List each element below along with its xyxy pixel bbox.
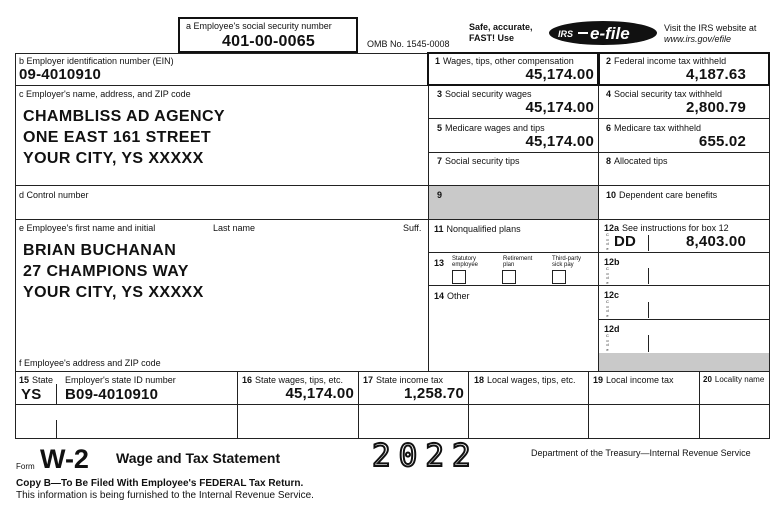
box11-label: 11 Nonqualified plans (434, 224, 521, 234)
form-id: W-2 (40, 444, 89, 474)
copy-b-line: Copy B—To Be Filed With Employee's FEDERAL Tax Return. (16, 478, 304, 489)
form-word: Form (16, 462, 35, 471)
box9-label: 9 (437, 190, 443, 200)
retirement-plan-label: Retirement plan (503, 256, 533, 268)
irs-department: Department of the Treasury—Internal Revenue Service (531, 448, 751, 458)
box15-label: 15 State (19, 375, 54, 385)
state-employer-id: B09-4010910 (65, 386, 159, 403)
state-id-label: Employer's state ID number (65, 375, 176, 385)
box6-label: 6 Medicare tax withheld (606, 123, 702, 133)
control-number-label: d Control number (19, 190, 89, 200)
employer-name: CHAMBLISS AD AGENCY (23, 108, 225, 125)
box4-label: 4 Social security tax withheld (606, 89, 723, 99)
box12a-code: DD (614, 233, 637, 250)
box17-label: 17 State income tax (363, 375, 444, 385)
safe-accurate-text: Safe, accurate, (469, 22, 533, 32)
box19-label: 19 Local income tax (593, 375, 674, 385)
svg-text:e-file: e-file (590, 24, 630, 43)
box12b-code-word: C o d e (606, 266, 609, 285)
box12a-code-word: C o d e (606, 232, 609, 251)
ein-value: 09-4010910 (19, 66, 102, 83)
last-name-label: Last name (213, 223, 256, 233)
box7-label: 7 Social security tips (437, 156, 520, 166)
ssn-value: 401-00-0065 (222, 33, 315, 50)
box13-label: 13 (434, 258, 445, 268)
box8-label: 8 Allocated tips (606, 156, 668, 166)
employer-name-label: c Employer's name, address, and ZIP code (19, 89, 191, 99)
box4-value: 2,800.79 (686, 99, 746, 116)
box2-value: 4,187.63 (686, 66, 746, 83)
retirement-plan-checkbox[interactable] (502, 270, 516, 284)
box12c-code-word: C o d e (606, 299, 609, 318)
irs-efile-url: www.irs.gov/efile (664, 34, 732, 44)
box5-label: 5 Medicare wages and tips (437, 123, 545, 133)
box12a-value: 8,403.00 (686, 233, 746, 250)
box3-value: 45,174.00 (525, 99, 594, 116)
employee-address-label: f Employee's address and ZIP code (19, 358, 161, 368)
box10-label: 10 Dependent care benefits (606, 190, 718, 200)
box6-value: 655.02 (698, 133, 746, 150)
employee-name: BRIAN BUCHANAN (23, 242, 177, 259)
box3-label: 3 Social security wages (437, 89, 532, 99)
employee-name-label: e Employee's first name and initial (19, 223, 156, 233)
info-line: This information is being furnished to the Internal Revenue Service. (16, 490, 314, 501)
box17-value: 1,258.70 (404, 385, 464, 402)
statutory-employee-label: Statutory employee (452, 256, 479, 268)
state-code: YS (21, 386, 42, 403)
employer-city: YOUR CITY, YS XXXXX (23, 150, 204, 167)
box16-label: 16 State wages, tips, etc. (242, 375, 344, 385)
suffix-label: Suff. (403, 223, 422, 233)
box16-value: 45,174.00 (285, 385, 354, 402)
statutory-employee-checkbox[interactable] (452, 270, 466, 284)
box9-shade (429, 186, 598, 219)
box12d-label: 12d (604, 324, 620, 334)
ein-label: b Employer identification number (EIN) (19, 56, 174, 66)
box12d-shade (599, 353, 769, 371)
box14-label: 14 Other (434, 291, 470, 301)
box12d-code-word: C o d e (606, 333, 609, 352)
visit-irs-text: Visit the IRS website at (664, 23, 757, 33)
box18-label: 18 Local wages, tips, etc. (474, 375, 576, 385)
third-party-sick-pay-label: Third-party sick pay (552, 256, 582, 268)
box20-label: 20 Locality name (703, 375, 765, 384)
box12c-label: 12c (604, 290, 620, 300)
form-title: Wage and Tax Statement (116, 450, 281, 466)
employer-address: ONE EAST 161 STREET (23, 129, 212, 146)
omb-number: OMB No. 1545-0008 (367, 39, 450, 49)
box1-value: 45,174.00 (525, 66, 594, 83)
employee-city: YOUR CITY, YS XXXXX (23, 284, 204, 301)
tax-year: 2022 (372, 438, 479, 474)
fast-use-text: FAST! Use (469, 33, 515, 43)
svg-text:IRS: IRS (558, 29, 574, 39)
irs-efile-logo (548, 20, 658, 46)
employee-address: 27 CHAMPIONS WAY (23, 263, 189, 280)
box1-label: 1 Wages, tips, other compensation (435, 56, 574, 66)
ssn-label: a Employee's social security number (186, 21, 332, 31)
box12b-label: 12b (604, 257, 620, 267)
box12a-label: 12a See instructions for box 12 (604, 223, 729, 233)
third-party-sick-pay-checkbox[interactable] (552, 270, 566, 284)
box5-value: 45,174.00 (525, 133, 594, 150)
box2-label: 2 Federal income tax withheld (606, 56, 727, 66)
